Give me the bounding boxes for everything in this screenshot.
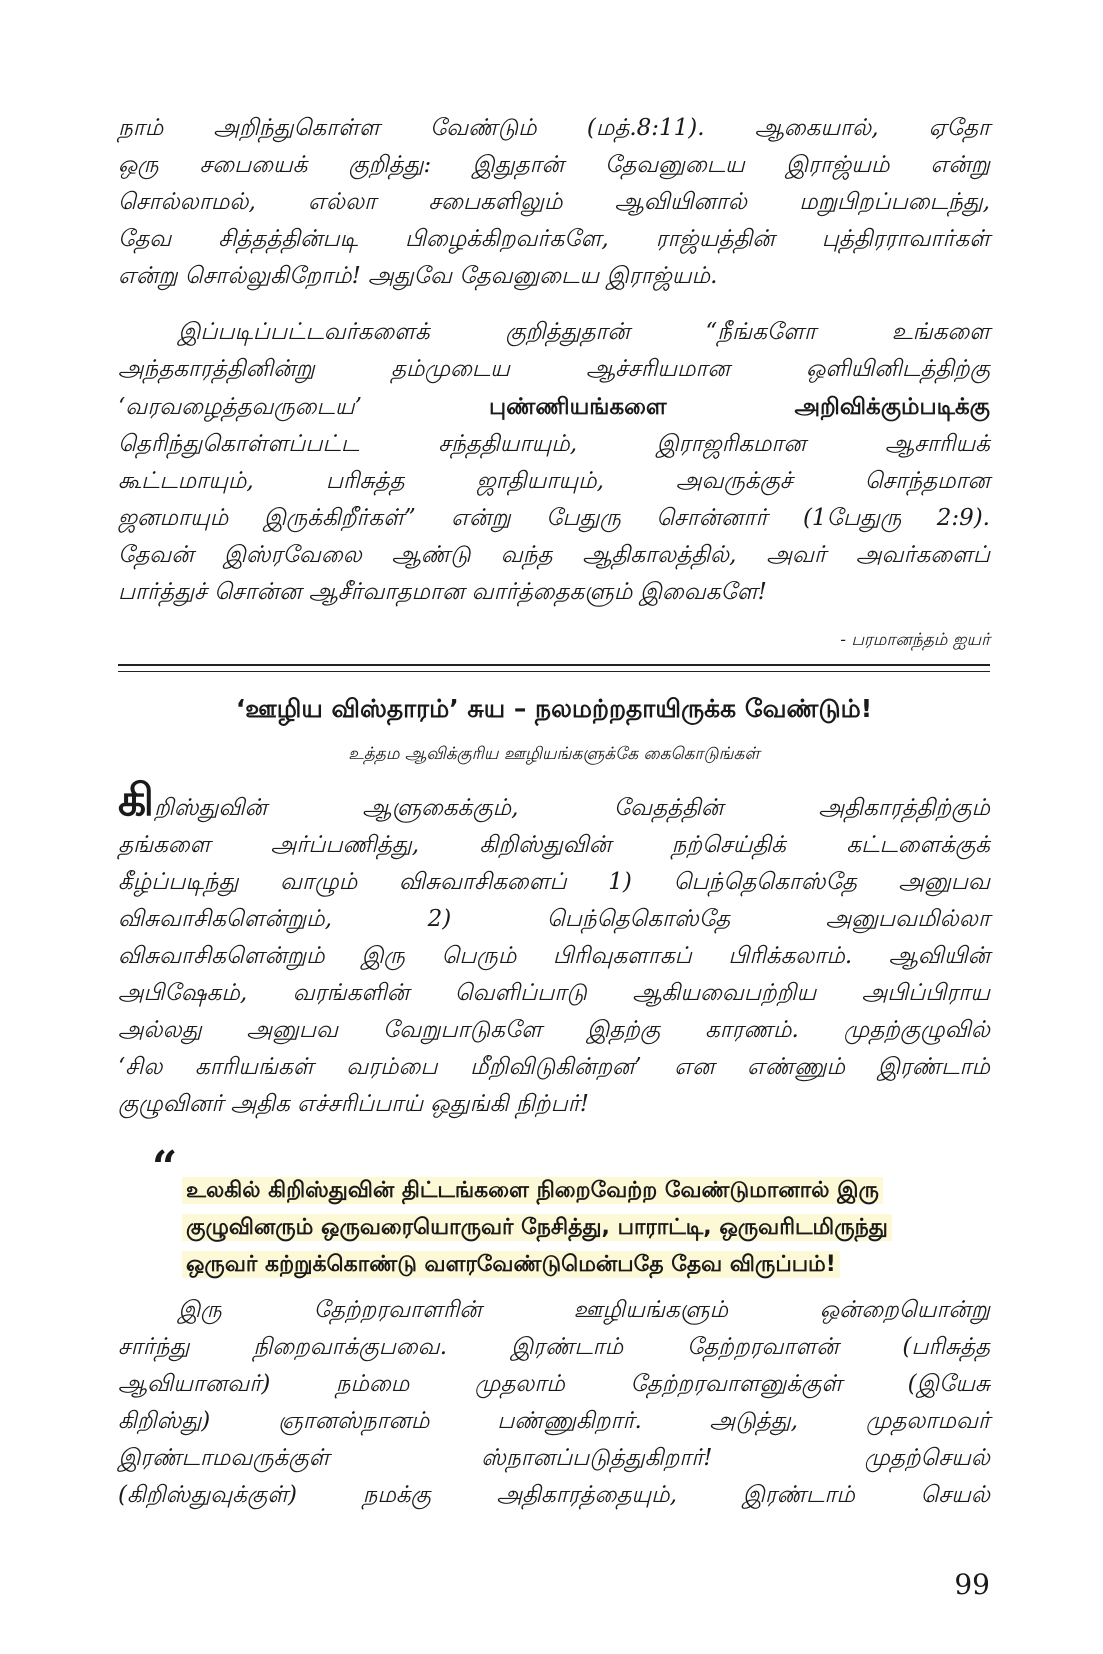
text-line: கிறிஸ்து) ஞானஸ்நானம் பண்ணுகிறார். அடுத்து, முதலாமவர் [118, 1408, 990, 1434]
text-line: அந்தகாரத்தினின்று தம்முடைய ஆச்சரியமான ஒளியினிடத்திற்கு [118, 356, 990, 382]
page-number: 99 [954, 1568, 990, 1601]
text-italic-segment: ‘வரவழைத்தவருடைய’ [118, 394, 489, 420]
text-line: விசுவாசிகளென்றும், 2) பெந்தெகொஸ்தே அனுபவமில்லா [118, 906, 990, 932]
highlighted-text: குழுவினரும் ஒருவரையொருவர் நேசித்து, பாராட்டி, ஒருவரிடமிருந்து [182, 1214, 892, 1241]
divider-thick [118, 664, 990, 666]
pull-quote [182, 1172, 990, 1283]
quote-mark-icon: “ [152, 1142, 178, 1193]
text-line: சொல்லாமல், எல்லா சபைகளிலும் ஆவியினால் மறுபிறப்படைந்து, [118, 189, 990, 215]
pull-quote-line [182, 1246, 990, 1283]
text-line: என்று சொல்லுகிறோம்! அதுவே தேவனுடைய இராஜ்யம். [118, 263, 718, 289]
text-line: ஜனமாயும் இருக்கிறீர்கள்” என்று பேதுரு சொன்னார் (1பேதுரு 2:9). [118, 505, 990, 531]
text-line: தேவ சித்தத்தின்படி பிழைக்கிறவர்களே, ராஜ்யத்தின் புத்திரராவார்கள் [118, 226, 990, 252]
text-bold-segment: புண்ணியங்களை அறிவிக்கும்படிக்கு [489, 393, 990, 420]
text-line: கீழ்ப்படிந்து வாழும் விசுவாசிகளைப் 1) பெந்தெகொஸ்தே அனுபவ [118, 869, 990, 895]
text-line-mixed [118, 388, 990, 426]
text-line: அபிஷேகம், வரங்களின் வெளிப்பாடு ஆகியவைபற்றிய அபிப்பிராய [118, 980, 990, 1006]
text-line: தெரிந்துகொள்ளப்பட்ட சந்ததியாயும், இராஜரிகமான ஆசாரியக் [118, 431, 990, 457]
text-line: இப்படிப்பட்டவர்களைக் குறித்துதான் “நீங்களோ உங்களை [178, 319, 990, 345]
text-line: ஒரு சபையைக் குறித்து: இதுதான் தேவனுடைய இராஜ்யம் என்று [118, 152, 990, 178]
text-line: நாம் அறிந்துகொள்ள வேண்டும் (மத்.8:11). ஆகையால், ஏதோ [118, 115, 990, 141]
text-line: இரு தேற்றரவாளரின் ஊழியங்களும் ஒன்றையொன்று [178, 1297, 990, 1323]
text-line-dropcap [118, 775, 990, 827]
text-line: (கிறிஸ்துவுக்குள்) நமக்கு அதிகாரத்தையும், இரண்டாம் செயல் [118, 1482, 990, 1508]
paragraph-top [118, 110, 990, 295]
text-line: சார்ந்து நிறைவாக்குபவை. இரண்டாம் தேற்றரவாளன் (பரிசுத்த [118, 1334, 990, 1360]
paragraph-peter-quote [118, 314, 990, 611]
pull-quote-line [182, 1209, 990, 1246]
text-line: தேவன் இஸ்ரவேலை ஆண்டு வந்த ஆதிகாலத்தில், அவர் அவர்களைப் [118, 542, 990, 568]
divider-thin [118, 671, 990, 672]
text-line: ‘சில காரியங்கள் வரம்பை மீறிவிடுகின்றன’ என எண்ணும் இரண்டாம் [118, 1054, 990, 1080]
text-line: ஆவியானவர்) நம்மை முதலாம் தேற்றரவாளனுக்குள் (இயேசு [118, 1371, 990, 1397]
text-line: பார்த்துச் சொன்ன ஆசீர்வாதமான வார்த்தைகளும் இவைகளே! [118, 579, 767, 605]
text-line: குழுவினர் அதிக எச்சரிப்பாய் ஒதுங்கி நிற்பர்! [118, 1091, 589, 1117]
pull-quote-line [182, 1172, 990, 1209]
article-subtitle: உத்தம ஆவிக்குரிய ஊழியங்களுக்கே கைகொடுங்கள் [348, 744, 760, 764]
author-attribution: - பரமானந்தம் ஐயர் [840, 630, 990, 650]
highlighted-text: ஒருவர் கற்றுக்கொண்டு வளரவேண்டுமென்பதே தேவ விருப்பம்! [182, 1251, 840, 1278]
paragraph-intro [118, 775, 990, 1123]
text-line: கூட்டமாயும், பரிசுத்த ஜாதியாயும், அவருக்குச் சொந்தமான [118, 468, 990, 494]
text-line: அல்லது அனுபவ வேறுபாடுகளே இதற்கு காரணம். முதற்குழுவில் [118, 1017, 990, 1043]
text-segment: றிஸ்துவின் ஆளுகைக்கும், வேதத்தின் அதிகாரத்திற்கும் [154, 795, 990, 821]
text-line: தங்களை அர்ப்பணித்து, கிறிஸ்துவின் நற்செய்திக் கட்டளைக்குக் [118, 832, 990, 858]
article-title: ‘ஊழிய விஸ்தாரம்’ சுய – நலமற்றதாயிருக்க வேண்டும்! [235, 694, 873, 723]
highlighted-text: உலகில் கிறிஸ்துவின் திட்டங்களை நிறைவேற்ற வேண்டுமானால் இரு [182, 1177, 883, 1204]
drop-cap: கி [118, 775, 155, 826]
text-line: இரண்டாமவருக்குள் ஸ்நானப்படுத்துகிறார்! முதற்செயல் [118, 1445, 990, 1471]
text-line: விசுவாசிகளென்றும் இரு பெரும் பிரிவுகளாகப் பிரிக்கலாம். ஆவியின் [118, 943, 990, 969]
paragraph-bottom [118, 1292, 990, 1514]
